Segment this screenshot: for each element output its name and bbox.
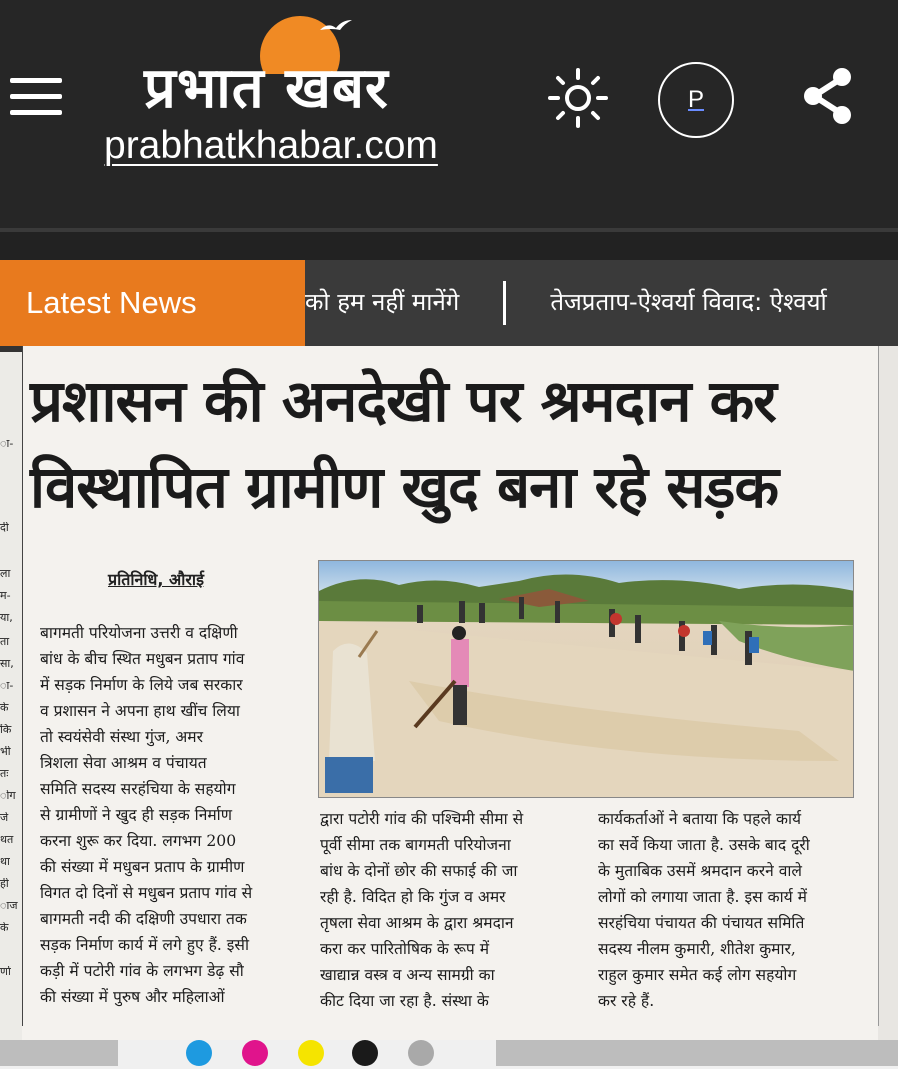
registration-dot (242, 1040, 268, 1066)
article-photo (318, 560, 854, 798)
article-line: सरहंचिया पंचायत की पंचायत समिति (598, 914, 805, 932)
gray-bar-left (0, 1040, 118, 1066)
registration-dot (186, 1040, 212, 1066)
article-line: में सड़क निर्माण के लिये जब सरकार (40, 676, 243, 694)
article-line: लोगों को लगाया जाता है. इस कार्य में (598, 888, 807, 906)
article-line: के मुताबिक उसमें श्रमदान करने वाले (598, 862, 802, 880)
left-column-fragment: दी (0, 522, 9, 533)
logo-text: प्रभात खबर (144, 56, 389, 121)
registration-dot (408, 1040, 434, 1066)
ticker-label: Latest News (0, 260, 305, 346)
left-column-fragment: र्णा (0, 966, 11, 977)
article-line: की संख्या में मधुबन प्रताप के ग्रामीण (40, 858, 245, 876)
article-line: सड़क निर्माण कार्य में लगे हुए हैं. इसी (40, 936, 250, 954)
logo-bird-icon (318, 16, 354, 44)
article-line: तृषला सेवा आश्रम के द्वारा श्रमदान (320, 914, 514, 932)
left-column-fragment: कि (0, 724, 12, 735)
article-line: की संख्या में पुरुष और महिलाओं (40, 988, 225, 1006)
left-column-fragment: थत (0, 834, 14, 845)
registration-dot (298, 1040, 324, 1066)
byline: प्रतिनिधि, औराई (108, 570, 204, 589)
article-line: खाद्यान्न वस्त्र व अन्य सामग्री का (320, 966, 495, 984)
site-logo[interactable] (100, 12, 510, 182)
left-column-fragment: तः (0, 768, 9, 779)
adjacent-column-fragment (0, 346, 22, 1040)
article-line: कड़ी में पटोरी गांव के लगभग डेढ़ सौ (40, 962, 244, 980)
article-line: तो स्वयंसेवी संस्था गुंज, अमर (40, 728, 204, 746)
newspaper-clipping-image (0, 346, 898, 1040)
article-line: समिति सदस्य सरहंचिया के सहयोग (40, 780, 236, 798)
article-line: करा कर पारितोषिक के रूप में (320, 940, 490, 958)
left-column-fragment: ला (0, 568, 11, 579)
article-column-1 (40, 620, 296, 1010)
article-line: रही है. विदित हो कि गुंज व अमर (320, 888, 506, 906)
left-column-fragment: सा, (0, 658, 14, 669)
article-line: से ग्रामीणों ने खुद ही सड़क निर्माण (40, 806, 232, 824)
article-column-3 (598, 806, 856, 1014)
app-header (0, 0, 898, 228)
column-rule (22, 346, 23, 1026)
ticker-item[interactable]: को हम नहीं मानेंगे (305, 288, 460, 316)
article-line: द्वारा पटोरी गांव की पश्चिमी सीमा से (320, 810, 524, 828)
article-line: पूर्वी सीमा तक बागमती परियोजना (320, 836, 511, 854)
left-column-fragment: ही (0, 878, 9, 889)
article-line: त्रिशला सेवा आश्रम व पंचायत (40, 754, 207, 772)
left-column-fragment: म- (0, 590, 11, 601)
article-line: विगत दो दिनों से मधुबन प्रताप गांव से (40, 884, 253, 902)
article-line: सदस्य नीलम कुमारी, शीतेश कुमार, (598, 940, 796, 958)
article-line: राहुल कुमार समेत कई लोग सहयोग (598, 966, 797, 984)
share-icon (798, 64, 858, 128)
article-line: व प्रशासन ने अपना हाथ खींच लिया (40, 702, 240, 720)
registration-dot (352, 1040, 378, 1066)
profile-avatar-button[interactable] (658, 62, 734, 138)
left-column-fragment: के (0, 702, 9, 713)
avatar-letter: P (687, 86, 704, 113)
article-line: कर रहे हैं. (598, 992, 655, 1010)
gray-bar-right (496, 1040, 898, 1066)
left-column-fragment: जे (0, 812, 9, 823)
theme-toggle-button[interactable] (546, 66, 610, 130)
article-line: बागमती नदी की दक्षिणी उपधारा तक (40, 910, 247, 928)
left-column-fragment: के (0, 922, 9, 933)
share-button[interactable] (798, 64, 858, 128)
ticker-track (305, 260, 827, 346)
article-line: करना शुरू कर दिया. लगभग 200 (40, 832, 237, 850)
left-column-fragment: था (0, 856, 10, 867)
article-line: बागमती परियोजना उत्तरी व दक्षिणी (40, 624, 238, 642)
left-column-fragment: या, (0, 612, 13, 623)
news-ticker[interactable] (0, 260, 898, 346)
ticker-separator (503, 281, 506, 325)
left-column-fragment: ोग (0, 790, 16, 801)
left-column-fragment: ता (0, 636, 10, 647)
print-registration-strip (0, 1040, 898, 1069)
ticker-item[interactable]: तेजप्रताप-ऐश्वर्या विवाद: ऐश्वर्या (550, 288, 827, 316)
article-line: का सर्वे किया जाता है. उसके बाद दूरी (598, 836, 810, 854)
left-column-fragment: ा- (0, 680, 14, 691)
left-column-fragment: ा- (0, 438, 14, 449)
column-top-rule (0, 346, 22, 352)
article-line: कार्यकर्ताओं ने बताया कि पहले कार्य (598, 810, 802, 828)
article-line: बांध के दोनों छोर की सफाई की जा (320, 862, 518, 880)
article-line: कीट दिया जा रहा है. संस्था के (320, 992, 489, 1010)
header-spacer (0, 232, 898, 260)
site-url-link[interactable]: prabhatkhabar.com (104, 124, 438, 167)
menu-icon[interactable] (10, 78, 62, 116)
sun-icon (546, 66, 610, 130)
headline-line-1: प्रशासन की अनदेखी पर श्रमदान कर (30, 367, 776, 435)
right-rule (878, 346, 879, 1026)
villagers-road-work-photo (319, 561, 854, 798)
left-column-fragment: भी (0, 746, 11, 757)
headline-line-2: विस्थापित ग्रामीण खुद बना रहे सड़क (30, 453, 778, 521)
left-column-fragment: ाज (0, 900, 18, 911)
article-column-2 (320, 806, 576, 1014)
article-line: बांध के बीच स्थित मधुबन प्रताप गांव (40, 650, 245, 668)
right-edge (878, 346, 898, 1040)
